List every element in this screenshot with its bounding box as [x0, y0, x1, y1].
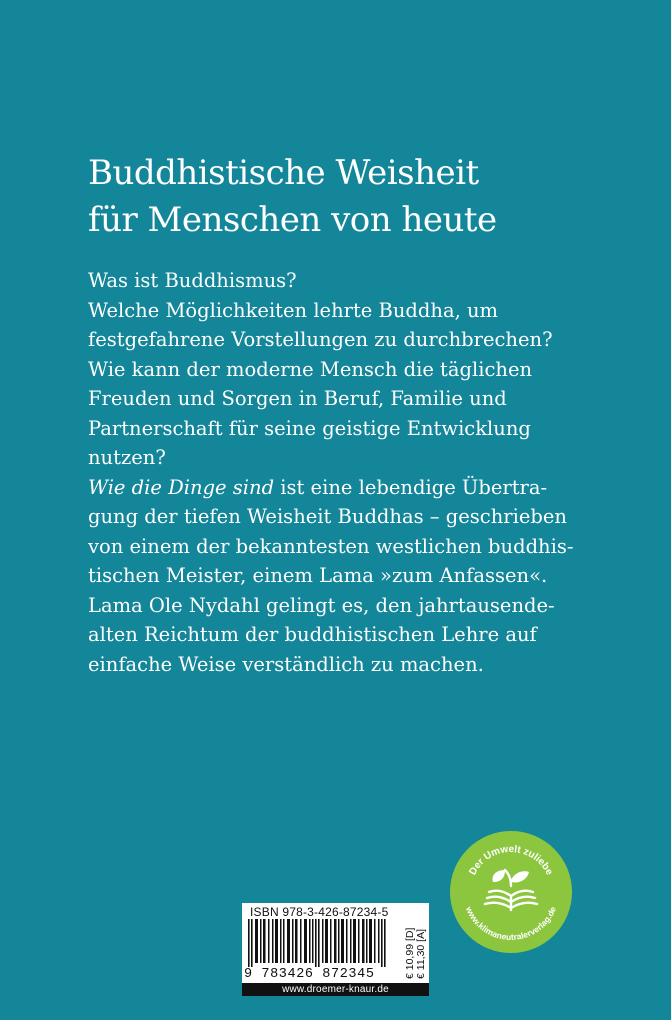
blurb-line: festgefahrene Vorstellungen zu durchbrechen? — [88, 328, 553, 351]
badge-bottom-text: www.klimaneutralerverlag.de — [463, 905, 559, 943]
blurb-text — [88, 266, 608, 679]
blurb-line: nutzen? — [88, 446, 166, 469]
blurb-line: Freuden und Sorgen in Beruf, Familie und — [88, 387, 507, 410]
isbn-number: ISBN 978-3-426-87234-5 — [250, 905, 389, 919]
publisher-url: www.droemer-knaur.de — [242, 983, 429, 996]
blurb-line: Partnerschaft für seine geistige Entwicklung — [88, 416, 531, 440]
barcode-bars — [248, 919, 398, 967]
blurb-line: von einem der bekanntesten westlichen buddhis- — [88, 534, 574, 558]
blurb-line: gung der tiefen Weisheit Buddhas – geschrieben — [88, 505, 567, 528]
blurb-line: Was ist Buddhismus? — [88, 269, 297, 292]
blurb-line: Lama Ole Nydahl gelingt es, den jahrtausende- — [88, 593, 555, 617]
barcode-label — [242, 903, 429, 996]
blurb-line: Wie kann der moderne Mensch die täglichen — [88, 357, 533, 381]
blurb-line: Welche Möglichkeiten lehrte Buddha, um — [88, 298, 499, 322]
blurb-line — [88, 473, 608, 503]
price-block — [403, 917, 427, 979]
climate-neutral-badge — [449, 830, 573, 954]
headline-line-2: für Menschen von heute — [88, 200, 497, 240]
price-germany: € 10,99 [D] — [404, 927, 416, 979]
blurb-line: alten Reichtum der buddhistischen Lehre auf — [88, 623, 537, 646]
headline-line-1: Buddhistische Weisheit — [88, 153, 479, 193]
blurb-line: tischen Meister, einem Lama »zum Anfassen«. — [88, 564, 548, 587]
blurb-line: einfache Weise verständlich zu machen. — [88, 652, 484, 676]
barcode-digits: 9 783426 872345 — [244, 967, 375, 982]
price-austria: € 11,30 [A] — [415, 928, 427, 979]
cover-headline — [88, 150, 497, 244]
badge-top-text: Der Umwelt zuliebe — [467, 843, 555, 878]
climate-badge-graphic — [449, 830, 573, 954]
book-title-italic: Wie die Dinge sind — [88, 475, 275, 499]
blurb-line-rest: ist eine lebendige Übertra- — [274, 475, 548, 499]
